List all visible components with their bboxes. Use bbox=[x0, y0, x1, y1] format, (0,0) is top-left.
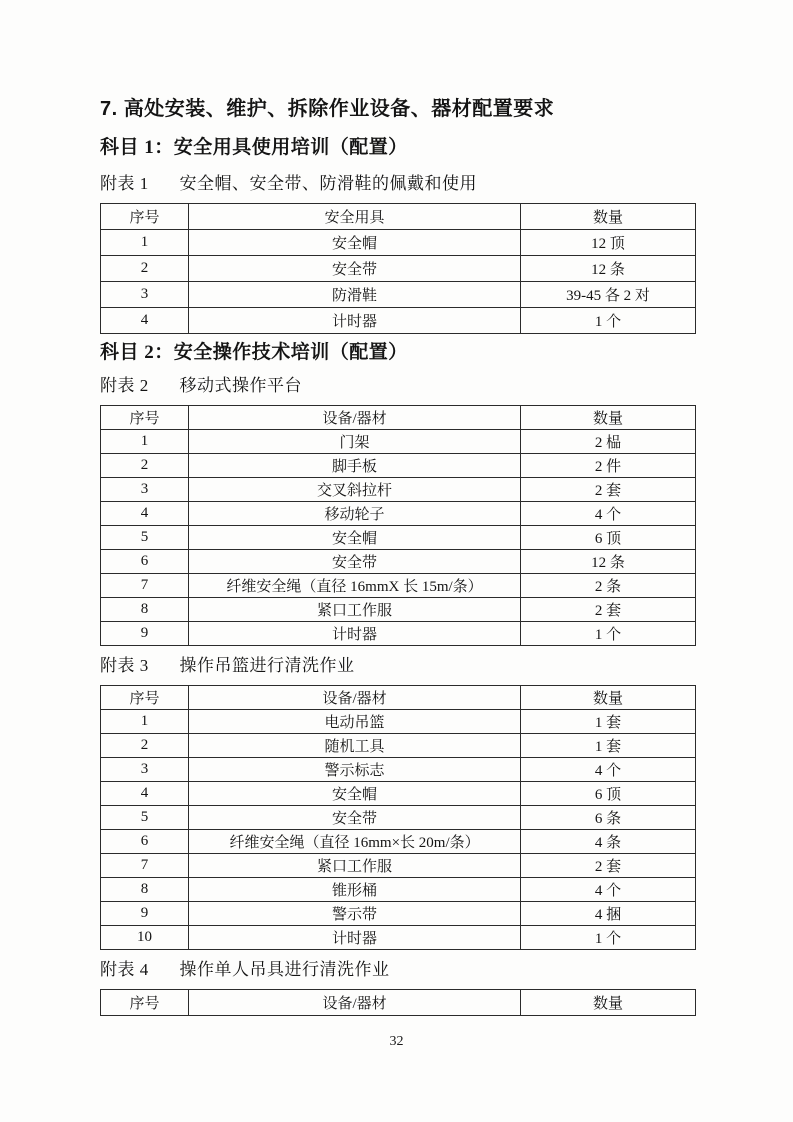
table-cell: 安全帽 bbox=[189, 782, 521, 806]
table-cell: 防滑鞋 bbox=[189, 282, 521, 308]
table-cell: 1 bbox=[101, 430, 189, 454]
table-row bbox=[101, 526, 696, 550]
table-cell: 2 条 bbox=[521, 574, 696, 598]
appendix-3-caption bbox=[100, 655, 696, 677]
page-number: 32 bbox=[389, 1034, 404, 1049]
table-row bbox=[101, 550, 696, 574]
table-appendix-3 bbox=[100, 685, 696, 950]
appendix-4-caption bbox=[100, 959, 696, 981]
column-header: 设备/器材 bbox=[189, 406, 521, 430]
table-cell: 2 榀 bbox=[521, 430, 696, 454]
table-cell: 警示标志 bbox=[189, 758, 521, 782]
table-cell: 电动吊篮 bbox=[189, 710, 521, 734]
table-row bbox=[101, 926, 696, 950]
table-cell: 2 bbox=[101, 734, 189, 758]
column-header: 序号 bbox=[101, 990, 189, 1016]
table-row bbox=[101, 902, 696, 926]
table-cell: 安全带 bbox=[189, 550, 521, 574]
table-cell: 1 个 bbox=[521, 622, 696, 646]
appendix-3-title: 操作吊篮进行清洗作业 bbox=[179, 656, 355, 675]
table-header-row bbox=[101, 686, 696, 710]
table-cell: 脚手板 bbox=[189, 454, 521, 478]
table-row bbox=[101, 830, 696, 854]
table-cell: 1 套 bbox=[521, 734, 696, 758]
table-header-row bbox=[101, 204, 696, 230]
table-row bbox=[101, 454, 696, 478]
table-cell: 2 bbox=[101, 454, 189, 478]
table-cell: 计时器 bbox=[189, 622, 521, 646]
table-row bbox=[101, 806, 696, 830]
table-row bbox=[101, 574, 696, 598]
subject-1-heading: 科目 1：安全用具使用培训（配置） bbox=[100, 137, 408, 158]
column-header: 序号 bbox=[101, 204, 189, 230]
table-cell: 5 bbox=[101, 526, 189, 550]
table-cell: 3 bbox=[101, 282, 189, 308]
table-row bbox=[101, 282, 696, 308]
table-cell: 移动轮子 bbox=[189, 502, 521, 526]
column-header: 数量 bbox=[521, 990, 696, 1016]
column-header: 序号 bbox=[101, 686, 189, 710]
appendix-4-label: 附表 4 bbox=[100, 960, 149, 979]
table-row bbox=[101, 758, 696, 782]
table-cell: 3 bbox=[101, 758, 189, 782]
table-cell: 6 bbox=[101, 550, 189, 574]
table-cell: 2 套 bbox=[521, 598, 696, 622]
table-cell: 随机工具 bbox=[189, 734, 521, 758]
table-cell: 计时器 bbox=[189, 308, 521, 334]
table-cell: 6 顶 bbox=[521, 526, 696, 550]
table-cell: 39-45 各 2 对 bbox=[521, 282, 696, 308]
table-cell: 安全带 bbox=[189, 256, 521, 282]
table-cell: 4 个 bbox=[521, 758, 696, 782]
table-cell: 12 条 bbox=[521, 256, 696, 282]
column-header: 数量 bbox=[521, 204, 696, 230]
table-cell: 1 个 bbox=[521, 308, 696, 334]
table-cell: 2 套 bbox=[521, 854, 696, 878]
appendix-1-caption bbox=[100, 173, 696, 195]
table-cell: 安全带 bbox=[189, 806, 521, 830]
table-row bbox=[101, 622, 696, 646]
table-cell: 10 bbox=[101, 926, 189, 950]
table-appendix-2 bbox=[100, 405, 696, 646]
column-header: 数量 bbox=[521, 406, 696, 430]
column-header: 设备/器材 bbox=[189, 686, 521, 710]
table-cell: 紧口工作服 bbox=[189, 598, 521, 622]
table-cell: 12 顶 bbox=[521, 230, 696, 256]
table-header-row bbox=[101, 990, 696, 1016]
table-row bbox=[101, 502, 696, 526]
column-header: 设备/器材 bbox=[189, 990, 521, 1016]
table-cell: 7 bbox=[101, 574, 189, 598]
table-cell: 3 bbox=[101, 478, 189, 502]
table-row bbox=[101, 478, 696, 502]
table-cell: 安全帽 bbox=[189, 526, 521, 550]
appendix-3-label: 附表 3 bbox=[100, 656, 149, 675]
table-appendix-4 bbox=[100, 989, 696, 1016]
table-cell: 计时器 bbox=[189, 926, 521, 950]
appendix-1-title: 安全帽、安全带、防滑鞋的佩戴和使用 bbox=[179, 174, 477, 193]
page-title: 7. 高处安装、维护、拆除作业设备、器材配置要求 bbox=[100, 98, 555, 120]
table-cell: 12 条 bbox=[521, 550, 696, 574]
appendix-2-title: 移动式操作平台 bbox=[179, 376, 302, 395]
table-row bbox=[101, 878, 696, 902]
table-cell: 4 bbox=[101, 782, 189, 806]
table-cell: 安全帽 bbox=[189, 230, 521, 256]
subject-2-heading: 科目 2：安全操作技术培训（配置） bbox=[100, 342, 408, 363]
table-row bbox=[101, 430, 696, 454]
table-cell: 5 bbox=[101, 806, 189, 830]
appendix-1-label: 附表 1 bbox=[100, 174, 149, 193]
table-cell: 4 条 bbox=[521, 830, 696, 854]
table-cell: 8 bbox=[101, 598, 189, 622]
table-cell: 2 套 bbox=[521, 478, 696, 502]
table-cell: 1 个 bbox=[521, 926, 696, 950]
table-cell: 6 顶 bbox=[521, 782, 696, 806]
table-cell: 8 bbox=[101, 878, 189, 902]
table-appendix-1 bbox=[100, 203, 696, 334]
table-cell: 锥形桶 bbox=[189, 878, 521, 902]
table-cell: 9 bbox=[101, 902, 189, 926]
table-cell: 1 套 bbox=[521, 710, 696, 734]
table-cell: 警示带 bbox=[189, 902, 521, 926]
table-cell: 紧口工作服 bbox=[189, 854, 521, 878]
table-row bbox=[101, 782, 696, 806]
table-cell: 4 捆 bbox=[521, 902, 696, 926]
table-row bbox=[101, 710, 696, 734]
table-cell: 2 bbox=[101, 256, 189, 282]
table-cell: 4 bbox=[101, 308, 189, 334]
table-cell: 纤维安全绳（直径 16mmX 长 15m/条） bbox=[189, 574, 521, 598]
appendix-4-title: 操作单人吊具进行清洗作业 bbox=[179, 960, 390, 979]
table-row bbox=[101, 230, 696, 256]
table-header-row bbox=[101, 406, 696, 430]
column-header: 数量 bbox=[521, 686, 696, 710]
column-header: 序号 bbox=[101, 406, 189, 430]
appendix-2-caption bbox=[100, 375, 696, 397]
table-cell: 6 bbox=[101, 830, 189, 854]
table-cell: 4 bbox=[101, 502, 189, 526]
table-row bbox=[101, 256, 696, 282]
table-cell: 4 个 bbox=[521, 878, 696, 902]
document-content bbox=[100, 96, 696, 1016]
table-cell: 交叉斜拉杆 bbox=[189, 478, 521, 502]
table-row bbox=[101, 308, 696, 334]
table-cell: 9 bbox=[101, 622, 189, 646]
column-header: 安全用具 bbox=[189, 204, 521, 230]
table-cell: 4 个 bbox=[521, 502, 696, 526]
table-cell: 门架 bbox=[189, 430, 521, 454]
table-cell: 2 件 bbox=[521, 454, 696, 478]
table-cell: 1 bbox=[101, 230, 189, 256]
table-cell: 6 条 bbox=[521, 806, 696, 830]
table-row bbox=[101, 854, 696, 878]
table-row bbox=[101, 598, 696, 622]
appendix-2-label: 附表 2 bbox=[100, 376, 149, 395]
table-cell: 7 bbox=[101, 854, 189, 878]
table-cell: 1 bbox=[101, 710, 189, 734]
table-row bbox=[101, 734, 696, 758]
table-cell: 纤维安全绳（直径 16mm×长 20m/条） bbox=[189, 830, 521, 854]
